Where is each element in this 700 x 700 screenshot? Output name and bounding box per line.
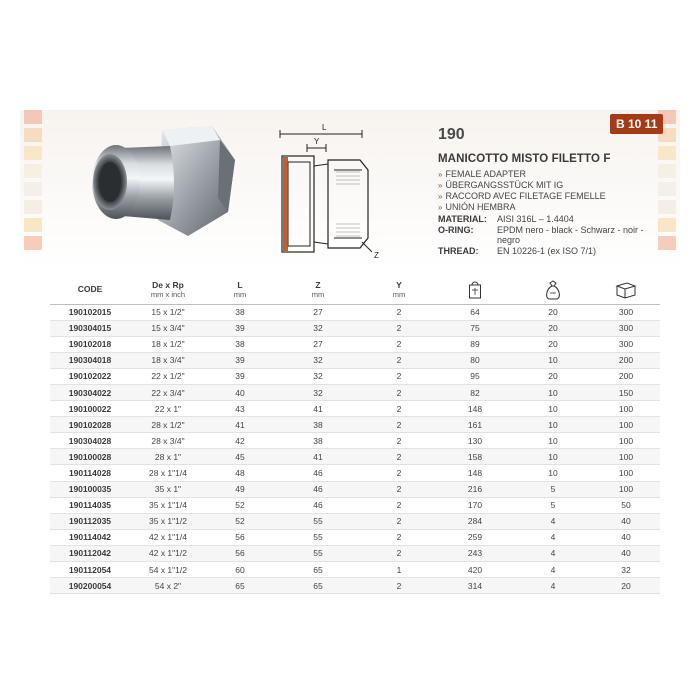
cell-code: 190112042 bbox=[68, 548, 112, 559]
catalog-tag: B 10 11 bbox=[610, 114, 663, 134]
cell-de-x-rp: 54 x 1"1/2 bbox=[149, 564, 187, 575]
bag-quantity-icon bbox=[544, 280, 562, 300]
cell-carton-qty: 200 bbox=[618, 371, 634, 382]
spec-key: MATERIAL: bbox=[438, 214, 487, 224]
table-row bbox=[50, 401, 660, 417]
cell-bag-qty: 20 bbox=[548, 339, 558, 350]
table-row bbox=[50, 578, 660, 594]
cell-z: 27 bbox=[313, 339, 323, 350]
cell-carton-qty: 300 bbox=[618, 323, 634, 334]
col-header-carton bbox=[592, 276, 660, 304]
cell-carton-qty: 300 bbox=[618, 339, 634, 350]
cell-box-qty: 161 bbox=[467, 419, 483, 430]
spec-value: EN 10226-1 (ex ISO 7/1) bbox=[497, 245, 597, 256]
cell-y: 2 bbox=[396, 484, 402, 495]
cell-z: 41 bbox=[313, 403, 323, 414]
cell-box-qty: 89 bbox=[470, 339, 480, 350]
cell-code: 190100028 bbox=[68, 451, 112, 462]
cell-carton-qty: 100 bbox=[618, 484, 634, 495]
drawing-label-y: Y bbox=[314, 137, 320, 146]
table-row bbox=[50, 465, 660, 481]
cell-l: 39 bbox=[235, 323, 245, 334]
col-header-box bbox=[436, 276, 514, 304]
col-header-dex: De x Rp mm x inch bbox=[150, 279, 186, 299]
table-row bbox=[50, 433, 660, 449]
table-row bbox=[50, 513, 660, 529]
drawing-label-z: Z bbox=[374, 251, 379, 260]
cell-l: 39 bbox=[235, 355, 245, 366]
cell-code: 190100035 bbox=[68, 484, 112, 495]
table-body bbox=[50, 304, 660, 594]
cell-box-qty: 75 bbox=[470, 323, 480, 334]
cell-l: 56 bbox=[235, 532, 245, 543]
col-header-code: CODE bbox=[77, 284, 103, 295]
cell-de-x-rp: 22 x 3/4" bbox=[151, 387, 185, 398]
left-color-stripe bbox=[24, 110, 42, 270]
cell-y: 2 bbox=[396, 435, 402, 446]
cell-z: 55 bbox=[313, 548, 323, 559]
spec-key: THREAD: bbox=[438, 245, 479, 256]
cell-y: 2 bbox=[396, 387, 402, 398]
cell-y: 2 bbox=[396, 532, 402, 543]
cell-bag-qty: 4 bbox=[550, 548, 556, 559]
cell-box-qty: 82 bbox=[470, 387, 480, 398]
col-header-l: L mm bbox=[233, 279, 247, 299]
table-header-row bbox=[50, 276, 660, 304]
technical-drawing bbox=[262, 120, 384, 260]
cell-bag-qty: 10 bbox=[548, 435, 558, 446]
spec-key: O-RING: bbox=[438, 224, 474, 235]
cell-z: 55 bbox=[313, 516, 323, 527]
cell-y: 2 bbox=[396, 500, 402, 511]
cell-bag-qty: 5 bbox=[550, 500, 556, 511]
cell-carton-qty: 40 bbox=[621, 532, 631, 543]
cell-y: 2 bbox=[396, 516, 402, 527]
cell-l: 49 bbox=[235, 484, 245, 495]
cell-de-x-rp: 18 x 1/2" bbox=[151, 339, 185, 350]
cell-carton-qty: 300 bbox=[618, 307, 634, 318]
product-table bbox=[50, 276, 660, 594]
cell-code: 190304018 bbox=[68, 355, 112, 366]
cell-z: 46 bbox=[313, 467, 323, 478]
spec-row-material bbox=[438, 214, 653, 225]
cell-bag-qty: 20 bbox=[548, 307, 558, 318]
cell-y: 2 bbox=[396, 323, 402, 334]
cell-code: 190304028 bbox=[68, 435, 112, 446]
cell-carton-qty: 200 bbox=[618, 355, 634, 366]
cell-y: 2 bbox=[396, 451, 402, 462]
table-row bbox=[50, 481, 660, 497]
cell-code: 190100022 bbox=[68, 403, 112, 414]
cell-z: 27 bbox=[313, 307, 323, 318]
cell-carton-qty: 32 bbox=[621, 564, 631, 575]
cell-y: 2 bbox=[396, 371, 402, 382]
table-row bbox=[50, 336, 660, 352]
cell-bag-qty: 10 bbox=[548, 403, 558, 414]
translations-list bbox=[438, 169, 606, 213]
cell-y: 2 bbox=[396, 307, 402, 318]
bullet-icon: » bbox=[438, 192, 443, 201]
fitting-photo bbox=[70, 108, 240, 258]
box-quantity-icon bbox=[468, 281, 482, 299]
translation-item: » UNIÓN HEMBRA bbox=[438, 202, 516, 212]
cell-z: 46 bbox=[313, 500, 323, 511]
cell-code: 190102022 bbox=[68, 371, 112, 382]
cell-y: 2 bbox=[396, 580, 402, 591]
cell-z: 65 bbox=[313, 564, 323, 575]
bullet-icon: » bbox=[438, 181, 443, 190]
cell-carton-qty: 40 bbox=[621, 516, 631, 527]
table-row bbox=[50, 384, 660, 400]
table-row bbox=[50, 562, 660, 578]
cell-z: 55 bbox=[313, 532, 323, 543]
cell-de-x-rp: 35 x 1" bbox=[154, 484, 182, 495]
cell-z: 46 bbox=[313, 484, 323, 495]
translation-item: » RACCORD AVEC FILETAGE FEMELLE bbox=[438, 191, 606, 201]
cell-bag-qty: 10 bbox=[548, 387, 558, 398]
cell-box-qty: 314 bbox=[467, 580, 483, 591]
cell-bag-qty: 10 bbox=[548, 419, 558, 430]
cell-y: 2 bbox=[396, 419, 402, 430]
cell-carton-qty: 100 bbox=[618, 451, 634, 462]
table-row bbox=[50, 304, 660, 320]
cell-bag-qty: 4 bbox=[550, 580, 556, 591]
cell-l: 45 bbox=[235, 451, 245, 462]
cell-y: 2 bbox=[396, 339, 402, 350]
cell-l: 38 bbox=[235, 339, 245, 350]
cell-bag-qty: 5 bbox=[550, 484, 556, 495]
table-row bbox=[50, 417, 660, 433]
spec-row-oring bbox=[438, 225, 653, 246]
cell-box-qty: 148 bbox=[467, 467, 483, 478]
cell-y: 2 bbox=[396, 403, 402, 414]
cell-z: 32 bbox=[313, 323, 323, 334]
cell-l: 41 bbox=[235, 419, 245, 430]
cell-de-x-rp: 35 x 1"1/2 bbox=[149, 516, 187, 527]
cell-bag-qty: 4 bbox=[550, 564, 556, 575]
cell-l: 52 bbox=[235, 516, 245, 527]
cell-de-x-rp: 54 x 2" bbox=[154, 580, 182, 591]
cell-y: 2 bbox=[396, 467, 402, 478]
cell-de-x-rp: 28 x 3/4" bbox=[151, 435, 185, 446]
cell-carton-qty: 100 bbox=[618, 403, 634, 414]
cell-box-qty: 95 bbox=[470, 371, 480, 382]
cell-box-qty: 216 bbox=[467, 484, 483, 495]
translation-item: » FEMALE ADAPTER bbox=[438, 169, 526, 179]
cell-bag-qty: 20 bbox=[548, 323, 558, 334]
table-row bbox=[50, 529, 660, 545]
cell-l: 38 bbox=[235, 307, 245, 318]
cell-carton-qty: 150 bbox=[618, 387, 634, 398]
cell-bag-qty: 20 bbox=[548, 371, 558, 382]
cell-bag-qty: 4 bbox=[550, 532, 556, 543]
cell-de-x-rp: 15 x 3/4" bbox=[151, 323, 185, 334]
translation-item: » ÜBERGANGSSTÜCK MIT IG bbox=[438, 180, 564, 190]
cell-carton-qty: 20 bbox=[621, 580, 631, 591]
cell-l: 60 bbox=[235, 564, 245, 575]
cell-code: 190112054 bbox=[68, 564, 112, 575]
spec-value: EPDM nero - black - Schwarz - noir - negro bbox=[497, 224, 644, 245]
cell-code: 190102015 bbox=[68, 307, 112, 318]
cell-l: 56 bbox=[235, 548, 245, 559]
cell-carton-qty: 50 bbox=[621, 500, 631, 511]
cell-de-x-rp: 15 x 1/2" bbox=[151, 307, 185, 318]
cell-code: 190102018 bbox=[68, 339, 112, 350]
right-color-stripe bbox=[658, 110, 676, 270]
cell-de-x-rp: 42 x 1"1/4 bbox=[149, 532, 187, 543]
drawing-label-l: L bbox=[322, 123, 327, 132]
cell-code: 190200054 bbox=[68, 580, 112, 591]
spec-list bbox=[438, 214, 653, 256]
cell-code: 190304015 bbox=[68, 323, 112, 334]
cell-code: 190304022 bbox=[68, 387, 112, 398]
cell-box-qty: 64 bbox=[470, 307, 480, 318]
cell-bag-qty: 10 bbox=[548, 451, 558, 462]
series-number: 190 bbox=[438, 126, 465, 143]
product-title: MANICOTTO MISTO FILETTO F bbox=[438, 153, 611, 165]
cell-z: 38 bbox=[313, 435, 323, 446]
cell-box-qty: 420 bbox=[467, 564, 483, 575]
cell-y: 2 bbox=[396, 548, 402, 559]
col-header-z: Z mm bbox=[311, 279, 325, 299]
cell-de-x-rp: 18 x 3/4" bbox=[151, 355, 185, 366]
cell-box-qty: 259 bbox=[467, 532, 483, 543]
bullet-icon: » bbox=[438, 203, 443, 212]
bullet-icon: » bbox=[438, 170, 443, 179]
cell-bag-qty: 10 bbox=[548, 355, 558, 366]
cell-carton-qty: 100 bbox=[618, 419, 634, 430]
cell-de-x-rp: 35 x 1"1/4 bbox=[149, 500, 187, 511]
cell-l: 65 bbox=[235, 580, 245, 591]
cell-bag-qty: 4 bbox=[550, 516, 556, 527]
spec-value: AISI 316L – 1.4404 bbox=[497, 214, 574, 224]
cell-l: 39 bbox=[235, 371, 245, 382]
cell-de-x-rp: 22 x 1/2" bbox=[151, 371, 185, 382]
cell-de-x-rp: 22 x 1" bbox=[154, 403, 182, 414]
cell-box-qty: 130 bbox=[467, 435, 483, 446]
carton-quantity-icon bbox=[615, 281, 637, 299]
cell-carton-qty: 100 bbox=[618, 467, 634, 478]
cell-code: 190112035 bbox=[68, 516, 112, 527]
cell-box-qty: 170 bbox=[467, 500, 483, 511]
cell-z: 38 bbox=[313, 419, 323, 430]
table-row bbox=[50, 368, 660, 384]
cell-l: 43 bbox=[235, 403, 245, 414]
cell-code: 190114028 bbox=[68, 467, 112, 478]
cell-code: 190102028 bbox=[68, 419, 112, 430]
cell-l: 40 bbox=[235, 387, 245, 398]
cell-box-qty: 243 bbox=[467, 548, 483, 559]
cell-z: 65 bbox=[313, 580, 323, 591]
cell-de-x-rp: 42 x 1"1/2 bbox=[149, 548, 187, 559]
spec-row-thread bbox=[438, 246, 653, 257]
cell-box-qty: 158 bbox=[467, 451, 483, 462]
cell-y: 1 bbox=[396, 564, 402, 575]
cell-box-qty: 148 bbox=[467, 403, 483, 414]
cell-z: 32 bbox=[313, 355, 323, 366]
col-header-y: Y mm bbox=[392, 279, 406, 299]
cell-de-x-rp: 28 x 1"1/4 bbox=[149, 467, 187, 478]
cell-z: 41 bbox=[313, 451, 323, 462]
cell-l: 48 bbox=[235, 467, 245, 478]
cell-de-x-rp: 28 x 1" bbox=[154, 451, 182, 462]
table-row bbox=[50, 545, 660, 561]
table-row bbox=[50, 320, 660, 336]
cell-z: 32 bbox=[313, 371, 323, 382]
cell-code: 190114035 bbox=[68, 500, 112, 511]
cell-bag-qty: 10 bbox=[548, 467, 558, 478]
cell-l: 42 bbox=[235, 435, 245, 446]
table-row bbox=[50, 449, 660, 465]
cell-box-qty: 284 bbox=[467, 516, 483, 527]
table-row bbox=[50, 352, 660, 368]
cell-z: 32 bbox=[313, 387, 323, 398]
cell-carton-qty: 40 bbox=[621, 548, 631, 559]
table-row bbox=[50, 497, 660, 513]
cell-l: 52 bbox=[235, 500, 245, 511]
cell-carton-qty: 100 bbox=[618, 435, 634, 446]
cell-de-x-rp: 28 x 1/2" bbox=[151, 419, 185, 430]
col-header-bag bbox=[514, 276, 592, 304]
cell-box-qty: 80 bbox=[470, 355, 480, 366]
cell-y: 2 bbox=[396, 355, 402, 366]
cell-code: 190114042 bbox=[68, 532, 112, 543]
